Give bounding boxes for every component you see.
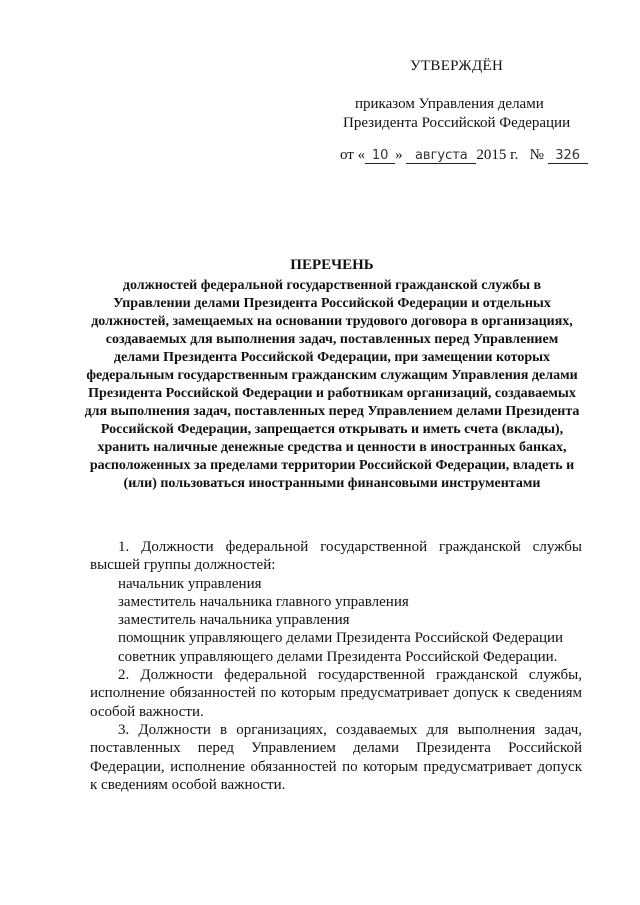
order-line [340,147,588,164]
order-month: августа [406,149,476,164]
section-1-intro: 1. Должности федеральной государственной гражданской службы высшей группы должностей: [90,539,582,574]
order-year: 2015 г. [476,147,519,163]
section-3: 3. Должности в организациях, создаваемых для выполнения задач, поставленных перед Управлением делами Президента Российской Федерации, исполнение обязанностей по которым предусматривает допуск к сведениям особой важности. [90,721,582,793]
order-number: 326 [548,149,588,164]
document-body [90,538,582,794]
approval-title: УТВЕРЖДЁН [410,58,504,74]
section-2: 2. Должности федеральной государственной гражданской службы, исполнение обязанностей по которым предусматривает допуск к сведениям особой важности. [90,667,582,720]
order-close-quote: » [395,147,403,163]
section-1-item: помощник управляющего делами Президента Российской Федерации [118,630,564,647]
section-1-item: советник управляющего делами Президента Российской Федерации. [118,648,558,665]
section-1-item: начальник управления [118,575,262,592]
document-title: ПЕРЕЧЕНЬ [290,257,374,273]
approval-line-1: приказом Управления делами [355,96,544,112]
order-number-label: № [529,147,544,163]
order-prefix: от « [340,147,366,163]
approval-line-2: Президента Российской Федерации [343,115,571,131]
document-subtitle: должностей федеральной государственной гражданской службы в Управлении делами Президента Российской Федерации и отдельных должностей, замещаемых на основании трудового договора в организациях, создаваемых для выполнения задач, поставленных перед Управлением делами Президента Российской Федерации, при замещении которых федеральным государственным гражданским служащим Управления делами Президента Российской Федерации и работникам организаций, создаваемых для выполнения задач, поставленных перед Управлением делами Президента Российской Федерации, запрещается открывать и иметь счета (вклады), хранить наличные денежные средства и ценности в иностранных банках, расположенных за пределами территории Российской Федерации, владеть и (или) пользоваться иностранными финансовыми инструментами [84,278,580,491]
section-1-item: заместитель начальника управления [118,612,350,629]
section-1-item: заместитель начальника главного управления [118,593,409,610]
order-day: 10 [365,149,395,164]
document-title-block [84,255,580,493]
